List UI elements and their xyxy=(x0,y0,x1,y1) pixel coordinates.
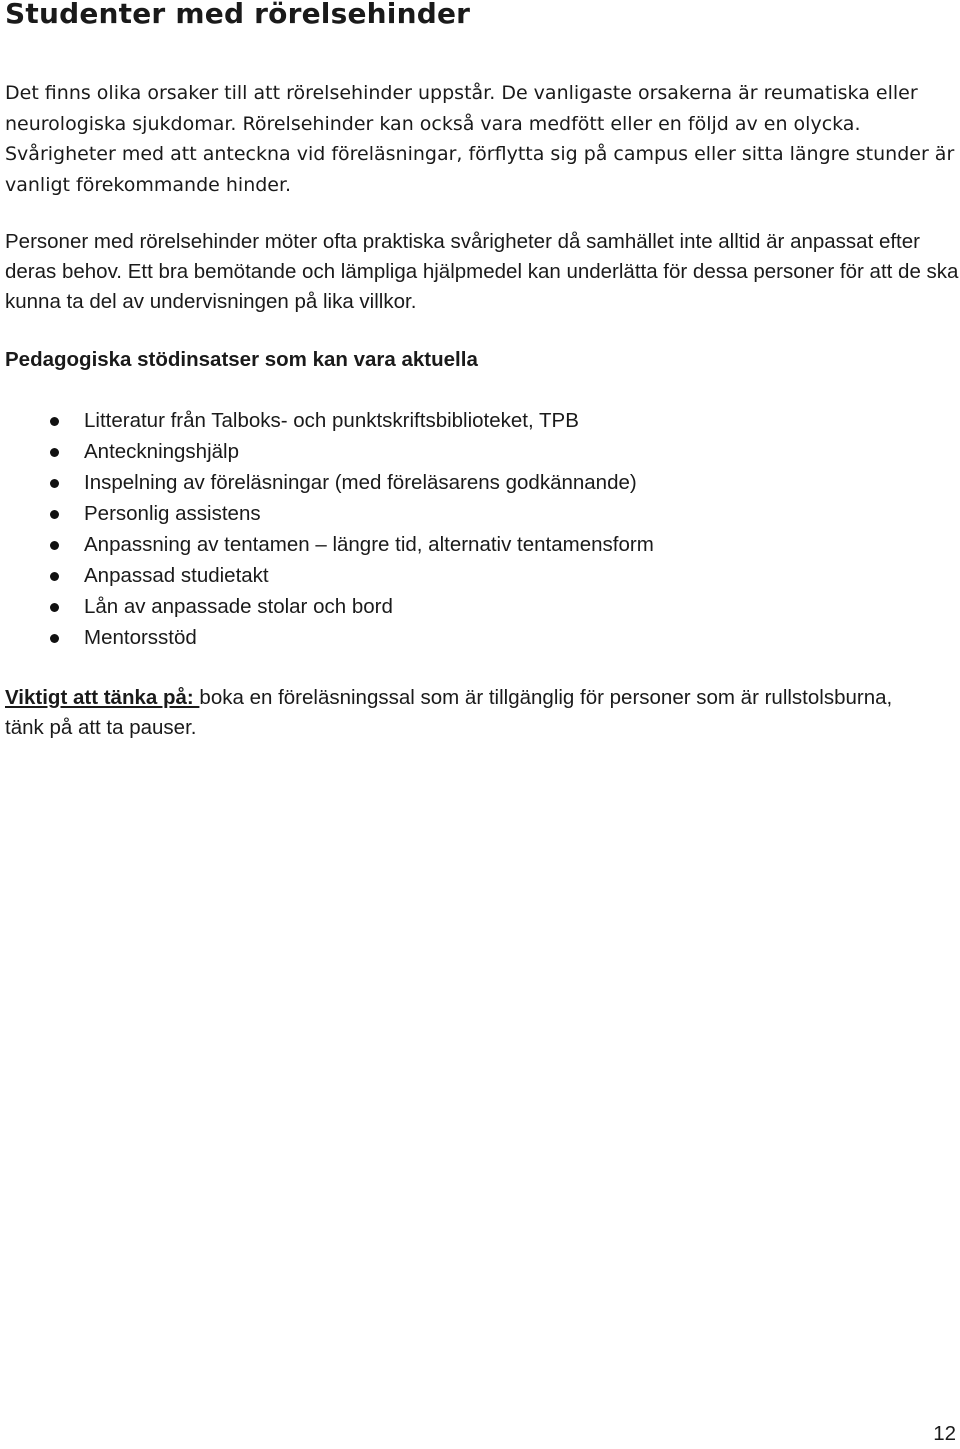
bullet-icon xyxy=(50,510,59,519)
bullet-icon xyxy=(50,572,59,581)
list-item xyxy=(5,437,905,468)
list-item-text: Anpassad studietakt xyxy=(84,564,269,587)
bullet-icon xyxy=(50,417,59,426)
list-item xyxy=(5,406,905,437)
note-text: boka en föreläsningssal som är tillgänglig för personer som är rullstolsburna, tänk på att ta pauser. xyxy=(5,686,893,739)
bullet-icon xyxy=(50,603,59,612)
list-item xyxy=(5,592,905,623)
second-paragraph: Personer med rörelsehinder möter ofta praktiska svårigheter då samhället inte alltid är anpassat efter deras behov. Ett bra bemötande och lämpliga hjälpmedel kan underlätta för dessa personer för att de ska kunna ta del av undervisningen på lika villkor. xyxy=(5,230,959,313)
page-number: 12 xyxy=(933,1422,956,1445)
support-list xyxy=(5,406,905,654)
list-item-text: Inspelning av föreläsningar (med föreläsarens godkännande) xyxy=(84,471,637,494)
important-note xyxy=(5,683,905,743)
bullet-icon xyxy=(50,479,59,488)
list-item xyxy=(5,530,905,561)
list-item-text: Lån av anpassade stolar och bord xyxy=(84,595,393,618)
bullet-icon xyxy=(50,448,59,457)
list-item xyxy=(5,468,905,499)
list-item xyxy=(5,499,905,530)
bullet-icon xyxy=(50,541,59,550)
note-label: Viktigt att tänka på: xyxy=(5,686,200,709)
support-heading: Pedagogiska stödinsatser som kan vara aktuella xyxy=(5,348,478,371)
list-item-text: Litteratur från Talboks- och punktskriftsbiblioteket, TPB xyxy=(84,409,579,432)
list-item-text: Personlig assistens xyxy=(84,502,261,525)
list-item-text: Anteckningshjälp xyxy=(84,440,239,463)
list-item xyxy=(5,561,905,592)
bullet-icon xyxy=(50,634,59,643)
page-title: Studenter med rörelsehinder xyxy=(5,0,471,30)
list-item-text: Mentorsstöd xyxy=(84,626,197,649)
list-item xyxy=(5,623,905,654)
list-item-text: Anpassning av tentamen – längre tid, alternativ tentamensform xyxy=(84,533,654,556)
intro-paragraph: Det finns olika orsaker till att rörelsehinder uppstår. De vanligaste orsakerna är reumatiska eller neurologiska sjukdomar. Rörelsehinder kan också vara medfött eller en följd av en olycka. Svårigheter med att anteckna vid föreläsningar, förflytta sig på campus eller sitta längre stunder är vanligt förekommande hinder. xyxy=(5,82,955,196)
